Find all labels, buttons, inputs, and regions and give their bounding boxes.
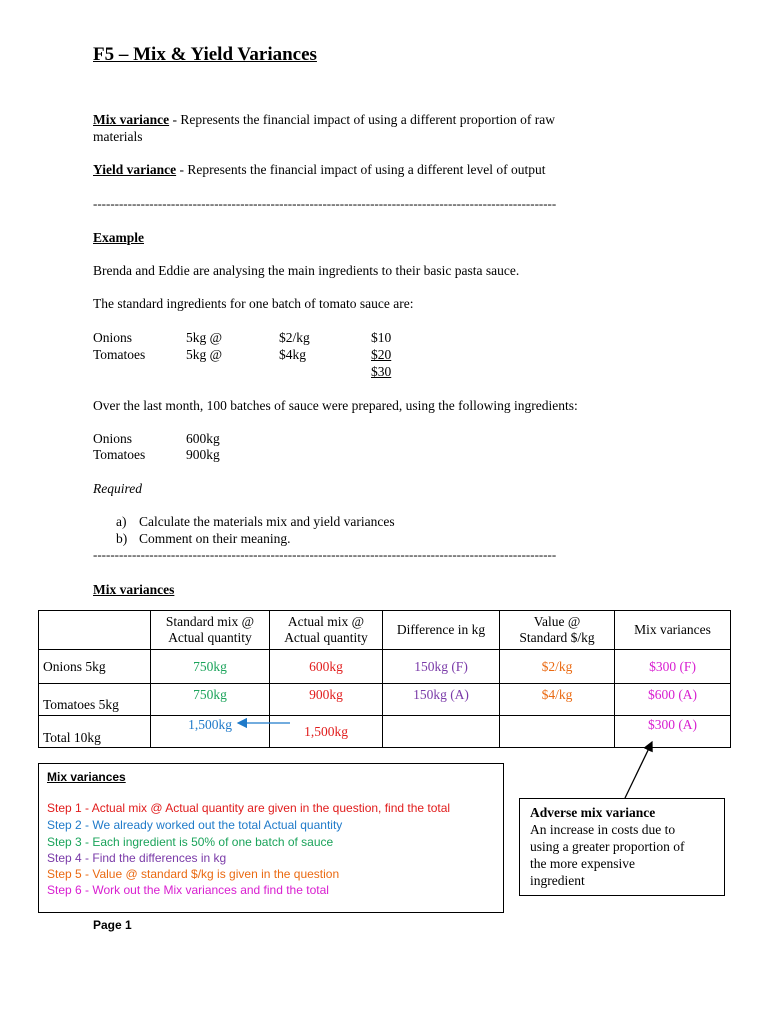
step-6: Step 6 - Work out the Mix variances and find the total (47, 883, 329, 897)
divider: ----------------------------------------------------------------------------------------------------------- (93, 196, 557, 211)
value-total-cell (500, 716, 615, 748)
actual-intro: Over the last month, 100 batches of sauce were prepared, using the following ingredients: (93, 398, 578, 413)
steps-box (38, 763, 504, 913)
actual-row-name: Tomatoes (93, 447, 146, 462)
adverse-line: An increase in costs due to (530, 822, 676, 837)
table-header-cell: Mix variances (615, 611, 731, 650)
standard-row-price: $4kg (279, 347, 306, 362)
standard-total: $30 (371, 364, 392, 379)
adverse-line: ingredient (530, 873, 585, 888)
difference-cell: 150kg (A) (383, 684, 500, 716)
page-title: F5 – Mix & Yield Variances (93, 44, 317, 65)
page-number: Page 1 (93, 918, 132, 932)
actual-row-qty: 900kg (186, 447, 220, 462)
standard-row-cost: $10 (371, 330, 392, 345)
value-cell: $2/kg (500, 650, 615, 684)
table-row (39, 684, 731, 716)
row-label: Onions 5kg (39, 650, 151, 684)
mix-variance-text-continued: materials (93, 129, 143, 144)
divider: ----------------------------------------------------------------------------------------------------------- (93, 547, 557, 562)
mix-variance-definition (93, 112, 555, 128)
example-intro: Brenda and Eddie are analysing the main ingredients to their basic pasta sauce. (93, 263, 520, 278)
table-header-cell (39, 611, 151, 650)
table-total-row (39, 716, 731, 748)
task-text: Comment on their meaning. (139, 531, 291, 546)
example-heading: Example (93, 230, 145, 245)
adverse-line: the more expensive (530, 856, 635, 871)
black-arrow (625, 742, 652, 798)
mix-variances-heading: Mix variances (93, 582, 175, 597)
standard-row-cost: $20 (371, 347, 392, 362)
actual-mix-cell: 900kg (270, 684, 383, 716)
steps-heading: Mix variances (47, 770, 126, 784)
adverse-line: using a greater proportion of (530, 839, 685, 854)
table-header-cell: Actual mix @ Actual quantity (270, 611, 383, 650)
std-mix-cell: 750kg (151, 684, 270, 716)
actual-mix-cell: 600kg (270, 650, 383, 684)
value-cell: $4/kg (500, 684, 615, 716)
step-1: Step 1 - Actual mix @ Actual quantity are given in the question, find the total (47, 801, 451, 815)
table-header-cell: Value @ Standard $/kg (500, 611, 615, 650)
standard-row-qty: 5kg @ (186, 330, 223, 345)
std-mix-total-cell: 1,500kg (151, 716, 270, 748)
task-marker: a) (116, 514, 127, 529)
mix-variance-cell: $300 (F) (615, 650, 731, 684)
table-header-cell: Standard mix @ Actual quantity (151, 611, 270, 650)
std-mix-cell: 750kg (151, 650, 270, 684)
standard-row-price: $2/kg (279, 330, 310, 345)
actual-mix-total-cell: 1,500kg (270, 716, 383, 748)
mix-variance-text: - Represents the financial impact of using a different proportion of raw (169, 112, 555, 127)
adverse-variance-box (519, 798, 725, 896)
table-header-row (39, 611, 731, 650)
step-5: Step 5 - Value @ standard $/kg is given in the question (47, 867, 340, 881)
yield-variance-definition (93, 162, 546, 178)
standard-intro: The standard ingredients for one batch of tomato sauce are: (93, 296, 414, 311)
task-marker: b) (116, 531, 128, 546)
task-text: Calculate the materials mix and yield variances (139, 514, 395, 529)
step-2: Step 2 - We already worked out the total Actual quantity (47, 818, 343, 832)
mix-variance-total-cell: $300 (A) (615, 716, 731, 748)
mix-variance-cell: $600 (A) (615, 684, 731, 716)
table-header-cell: Difference in kg (383, 611, 500, 650)
row-label: Tomatoes 5kg (39, 684, 151, 716)
yield-variance-text: - Represents the financial impact of using a different level of output (176, 162, 546, 177)
step-3: Step 3 - Each ingredient is 50% of one batch of sauce (47, 835, 334, 849)
yield-variance-term: Yield variance (93, 162, 177, 177)
table-row (39, 650, 731, 684)
mix-variance-table (38, 610, 731, 748)
actual-row-name: Onions (93, 431, 133, 446)
difference-cell: 150kg (F) (383, 650, 500, 684)
row-label: Total 10kg (39, 716, 151, 748)
mix-variance-term: Mix variance (93, 112, 170, 127)
standard-row-qty: 5kg @ (186, 347, 223, 362)
required-label: Required (93, 481, 142, 496)
actual-row-qty: 600kg (186, 431, 220, 446)
step-4: Step 4 - Find the differences in kg (47, 851, 227, 865)
standard-row-name: Tomatoes (93, 347, 146, 362)
standard-row-name: Onions (93, 330, 133, 345)
difference-total-cell (383, 716, 500, 748)
adverse-heading: Adverse mix variance (530, 805, 656, 820)
